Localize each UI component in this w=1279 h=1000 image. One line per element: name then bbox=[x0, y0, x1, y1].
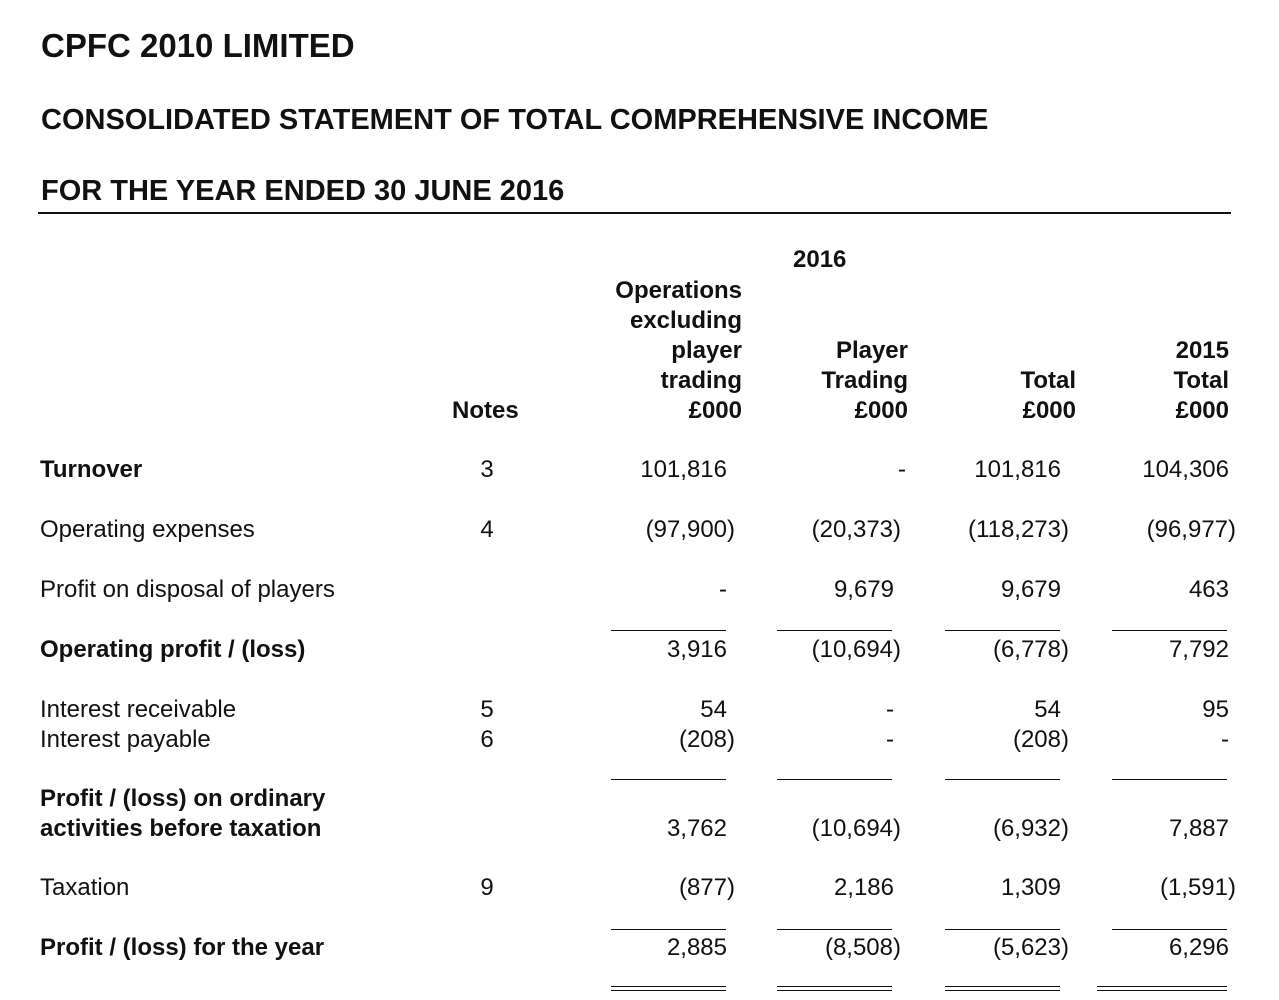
total-double-rule bbox=[945, 986, 1060, 991]
row-label-turnover: Turnover bbox=[40, 456, 143, 483]
row-label-interest-receivable: Interest receivable bbox=[40, 696, 237, 723]
total-double-rule bbox=[1097, 986, 1227, 991]
row-note: 6 bbox=[480, 726, 494, 753]
row-value-prior: 6,296 bbox=[1168, 934, 1229, 961]
row-value-player: - bbox=[886, 726, 894, 753]
row-label-operating-expenses: Operating expenses bbox=[40, 516, 255, 543]
row-label-taxation: Taxation bbox=[40, 874, 130, 901]
row-value-ops: 3,762 bbox=[666, 815, 727, 842]
column-header-player-trading: Player Trading £000 bbox=[821, 337, 908, 424]
column-header-notes: Notes bbox=[452, 397, 519, 424]
row-label-profit-before-tax: Profit / (loss) on ordinary activities before taxation bbox=[40, 785, 326, 842]
row-value-total: (118,273) bbox=[968, 516, 1069, 543]
subtotal-rule bbox=[611, 779, 726, 780]
row-value-player: (8,508) bbox=[824, 934, 901, 961]
subtotal-rule bbox=[1112, 929, 1227, 930]
row-note: 9 bbox=[480, 874, 494, 901]
row-value-total: (6,778) bbox=[992, 636, 1069, 663]
row-label-operating-profit: Operating profit / (loss) bbox=[40, 636, 306, 663]
row-value-prior: (96,977) bbox=[1146, 516, 1236, 543]
row-value-ops: - bbox=[719, 576, 727, 603]
row-value-prior: (1,591) bbox=[1159, 874, 1236, 901]
row-value-prior: - bbox=[1221, 726, 1229, 753]
subtotal-rule bbox=[945, 779, 1060, 780]
header-rule bbox=[38, 212, 1231, 214]
row-value-total: 9,679 bbox=[1000, 576, 1061, 603]
subtotal-rule bbox=[777, 929, 892, 930]
row-note: 4 bbox=[480, 516, 494, 543]
row-value-prior: 7,887 bbox=[1168, 815, 1229, 842]
statement-title: CONSOLIDATED STATEMENT OF TOTAL COMPREHENSIVE INCOME bbox=[41, 104, 989, 136]
row-value-prior: 95 bbox=[1202, 696, 1229, 723]
row-value-total: (6,932) bbox=[992, 815, 1069, 842]
row-label-profit-for-year: Profit / (loss) for the year bbox=[40, 934, 325, 961]
subtotal-rule bbox=[777, 630, 892, 631]
column-header-prior-total: 2015 Total £000 bbox=[1173, 337, 1229, 424]
row-value-total: (208) bbox=[1012, 726, 1069, 753]
row-value-player: 9,679 bbox=[833, 576, 894, 603]
row-value-total: 1,309 bbox=[1000, 874, 1061, 901]
row-note: 3 bbox=[480, 456, 494, 483]
subtotal-rule bbox=[611, 630, 726, 631]
row-value-prior: 7,792 bbox=[1168, 636, 1229, 663]
row-label-profit-on-disposal: Profit on disposal of players bbox=[40, 576, 335, 603]
row-value-player: (20,373) bbox=[811, 516, 901, 543]
total-double-rule bbox=[777, 986, 892, 991]
year-group-header: 2016 bbox=[793, 246, 847, 273]
column-header-operations: Operations excluding player trading £000 bbox=[615, 277, 742, 424]
row-value-ops: 54 bbox=[700, 696, 727, 723]
subtotal-rule bbox=[611, 929, 726, 930]
period-title: FOR THE YEAR ENDED 30 JUNE 2016 bbox=[41, 175, 565, 207]
row-value-ops: 101,816 bbox=[640, 456, 727, 483]
subtotal-rule bbox=[777, 779, 892, 780]
row-note: 5 bbox=[480, 696, 494, 723]
row-value-total: (5,623) bbox=[992, 934, 1069, 961]
company-name: CPFC 2010 LIMITED bbox=[41, 27, 355, 64]
row-value-player: 2,186 bbox=[833, 874, 894, 901]
row-value-ops: 3,916 bbox=[666, 636, 727, 663]
subtotal-rule bbox=[1112, 779, 1227, 780]
row-value-ops: (877) bbox=[678, 874, 735, 901]
row-value-player: - bbox=[898, 456, 906, 483]
row-value-prior: 104,306 bbox=[1142, 456, 1229, 483]
row-value-total: 101,816 bbox=[974, 456, 1061, 483]
row-value-player: (10,694) bbox=[811, 815, 901, 842]
row-value-total: 54 bbox=[1034, 696, 1061, 723]
column-header-total: Total £000 bbox=[1020, 367, 1076, 424]
row-value-player: (10,694) bbox=[811, 636, 901, 663]
total-double-rule bbox=[611, 986, 726, 991]
subtotal-rule bbox=[945, 929, 1060, 930]
row-value-ops: 2,885 bbox=[666, 934, 727, 961]
row-value-prior: 463 bbox=[1188, 576, 1229, 603]
subtotal-rule bbox=[1112, 630, 1227, 631]
subtotal-rule bbox=[945, 630, 1060, 631]
row-value-ops: (208) bbox=[678, 726, 735, 753]
row-value-ops: (97,900) bbox=[645, 516, 735, 543]
row-label-interest-payable: Interest payable bbox=[40, 726, 211, 753]
row-value-player: - bbox=[886, 696, 894, 723]
